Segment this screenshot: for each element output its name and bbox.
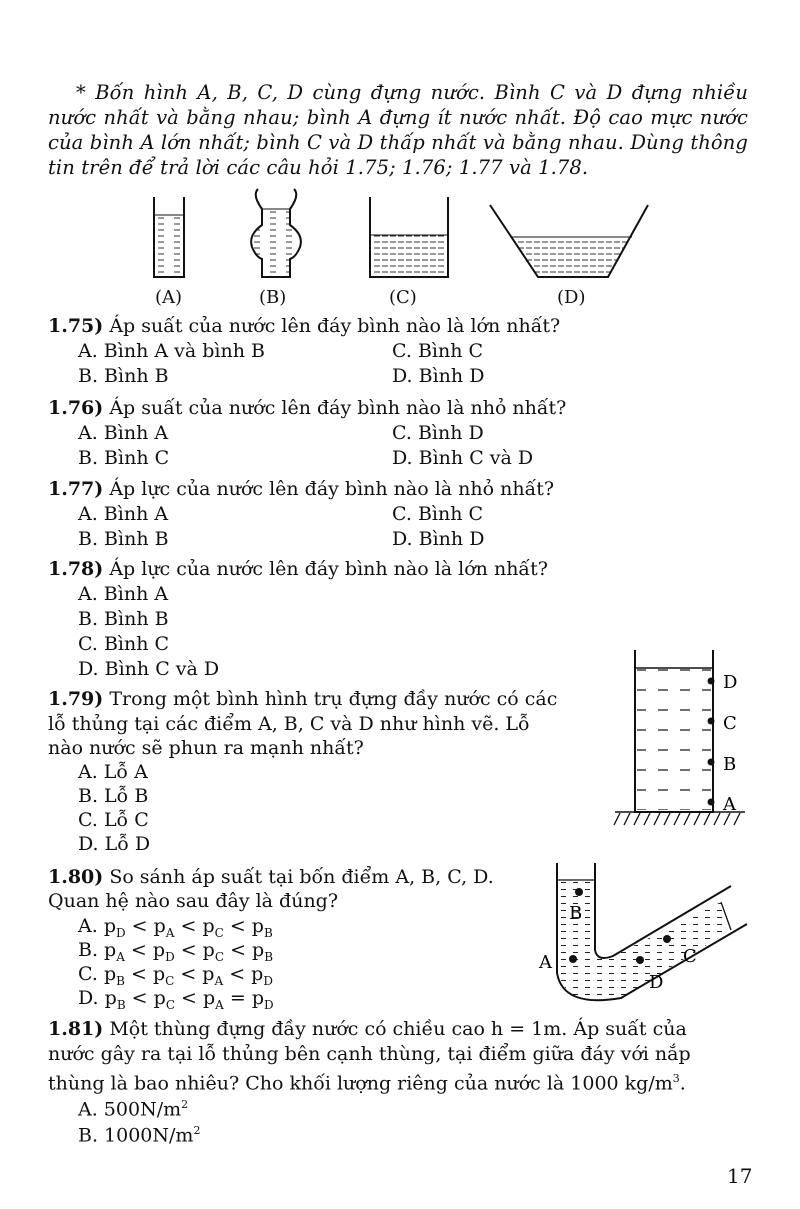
option-d: D. $p_B < p_C < p_A = p_D$: [78, 987, 274, 1012]
question-text-line2: lỗ thủng tại các điểm A, B, C và D như hình vẽ. Lỗ: [48, 713, 530, 735]
option-d: D. Bình C và D: [392, 447, 534, 469]
cyl-label-a: A: [723, 794, 736, 815]
option-c: C. Bình C: [392, 503, 484, 525]
cyl-label-d: D: [723, 672, 738, 693]
question-1-81: [48, 1017, 748, 1042]
option-a: A. Bình A: [78, 503, 169, 525]
option-b: B. Bình B: [78, 608, 169, 630]
label-b: (B): [259, 287, 287, 308]
question-number: 1.78): [48, 558, 104, 580]
u-label-d: D: [649, 972, 664, 993]
option-b: B. $1000N/m^2$: [78, 1124, 201, 1147]
question-number: 1.76): [48, 397, 104, 419]
question-number: 1.77): [48, 478, 104, 500]
option-a: A. Bình A: [78, 583, 169, 605]
cyl-label-b: B: [723, 754, 737, 775]
question-number: 1.81): [48, 1018, 104, 1040]
u-label-c: C: [683, 946, 697, 967]
question-1-75: [48, 314, 560, 339]
question-text: Áp suất của nước lên đáy bình nào là nhỏ nhất?: [109, 397, 567, 419]
question-text-line2: nước gây ra tại lỗ thủng bên cạnh thùng, tại điểm giữa đáy với nắp: [48, 1043, 691, 1065]
question-text-line2: Quan hệ nào sau đây là đúng?: [48, 890, 339, 912]
option-d: D. Bình D: [392, 365, 485, 387]
point-a: [569, 955, 577, 963]
option-b: B. $p_A < p_D < p_C < p_B$: [78, 939, 274, 964]
label-c: (C): [389, 287, 417, 308]
label-d: (D): [557, 287, 586, 308]
question-text-line1: Một thùng đựng đầy nước có chiều cao h = 1m. Áp suất của: [109, 1018, 687, 1040]
option-c: C. Bình D: [392, 422, 484, 444]
vessel-a: [154, 197, 184, 277]
vessel-d: [490, 205, 648, 277]
point-c: [663, 935, 671, 943]
option-c: C. Bình C: [392, 340, 484, 362]
question-text: Áp lực của nước lên đáy bình nào là nhỏ nhất?: [109, 478, 555, 500]
hole-c: [708, 718, 715, 725]
cylinder-figure: [610, 640, 760, 835]
cyl-label-c: C: [723, 713, 737, 734]
question-1-78: [48, 557, 548, 582]
question-number: 1.75): [48, 315, 104, 337]
question-text: Áp lực của nước lên đáy bình nào là lớn nhất?: [109, 558, 548, 580]
option-d: D. Bình D: [392, 528, 485, 550]
vessel-b: [251, 189, 301, 277]
hole-d: [708, 678, 715, 685]
question-number: 1.79): [48, 688, 104, 710]
question-text-line3: nào nước sẽ phun ra mạnh nhất?: [48, 737, 364, 759]
question-1-76: [48, 396, 566, 421]
u-tube-figure: [535, 858, 765, 1008]
option-c: C. Lỗ C: [78, 809, 149, 831]
u-label-b: B: [569, 903, 583, 924]
option-a: A. $500N/m^2$: [78, 1098, 189, 1121]
option-c: C. Bình C: [78, 633, 170, 655]
point-b: [575, 888, 583, 896]
page-number: 17: [727, 1164, 753, 1188]
option-a: A. Lỗ A: [78, 761, 148, 783]
point-d: [636, 956, 644, 964]
u-label-a: A: [539, 952, 552, 973]
question-1-79: [48, 687, 557, 712]
hole-b: [708, 759, 715, 766]
option-d: D. Lỗ D: [78, 833, 151, 855]
question-text-line3: thùng là bao nhiêu? Cho khối lượng riêng của nước là 1000 $kg/m^3$.: [48, 1072, 686, 1095]
question-text: Áp suất của nước lên đáy bình nào là lớn nhất?: [109, 315, 561, 337]
question-1-77: [48, 477, 554, 502]
option-b: B. Lỗ B: [78, 785, 149, 807]
label-a: (A): [155, 287, 183, 308]
question-text-line1: Trong một bình hình trụ đựng đầy nước có các: [109, 688, 558, 710]
option-a: A. Bình A và bình B: [78, 340, 265, 362]
question-1-80: [48, 865, 494, 890]
option-a: A. $p_D < p_A < p_C < p_B$: [78, 915, 273, 940]
vessels-figure: [140, 185, 660, 285]
question-text-line1: So sánh áp suất tại bốn điểm A, B, C, D.: [109, 866, 494, 888]
vessel-c: [370, 197, 448, 277]
hole-a: [708, 799, 715, 806]
option-a: A. Bình A: [78, 422, 169, 444]
option-b: B. Bình C: [78, 447, 170, 469]
option-b: B. Bình B: [78, 365, 169, 387]
question-number: 1.80): [48, 866, 104, 888]
intro-paragraph: * Bốn hình A, B, C, D cùng đựng nước. Bình C và D đựng nhiều nước nhất và bằng nhau; bình A đựng ít nước nhất. Độ cao mực nước của bình A lớn nhất; bình C và D thấp nhất và bằng nhau. Dùng thông tin trên để trả lời các câu hỏi 1.75; 1.76; 1.77 và 1.78.: [48, 81, 748, 179]
option-c: C. $p_B < p_C < p_A < p_D$: [78, 963, 273, 988]
option-b: B. Bình B: [78, 528, 169, 550]
option-d: D. Bình C và D: [78, 658, 220, 680]
